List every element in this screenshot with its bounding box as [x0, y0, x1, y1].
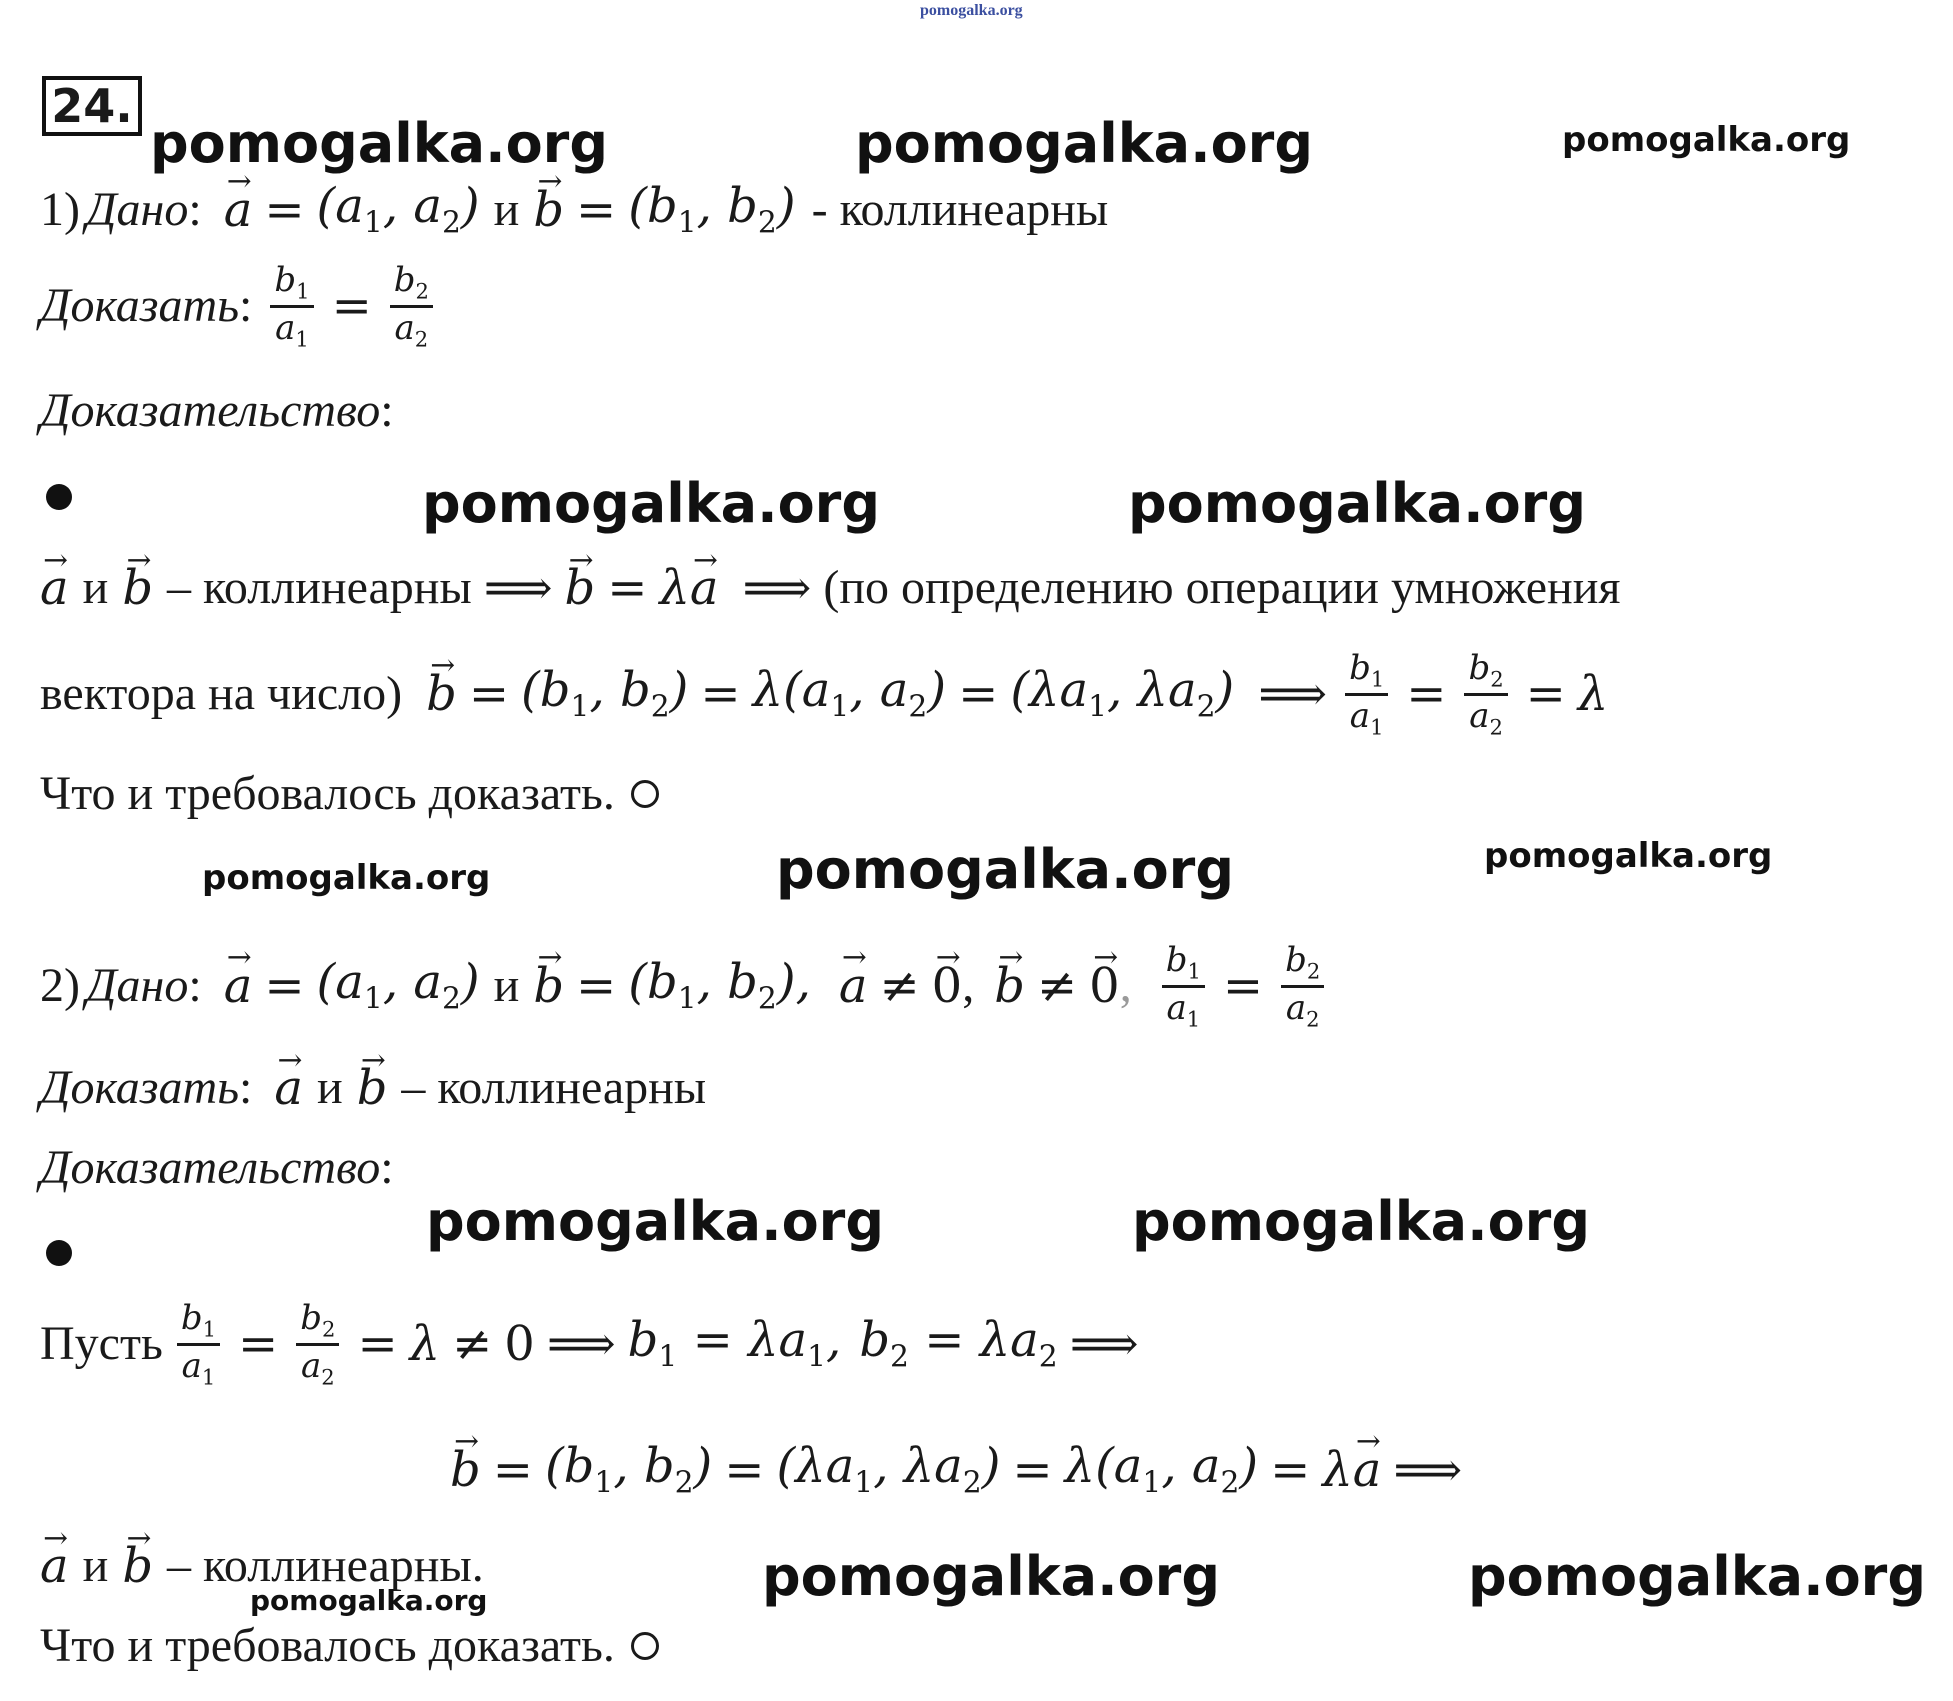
watermark: pomogalka.org	[422, 472, 880, 535]
equals-sign: =	[1525, 665, 1566, 722]
equals-sign: =	[1222, 957, 1264, 1014]
part2-prove-line	[40, 1062, 706, 1115]
conjunction: и	[82, 561, 109, 614]
prove-label: Доказать	[40, 278, 240, 332]
not-equal-sign: ≠	[452, 1315, 493, 1372]
equals-sign: =	[958, 665, 999, 722]
part2-given-line: 2) Дано : → a = ($a_1$, $a_2$) и → b = ($b_1$, $b_2$), → a ≠ → 0 , → b ≠ → 0 , $\frac{b_1}{a_1}$ = $\frac{b_2}{a_2}$	[40, 942, 1330, 1030]
watermark: pomogalka.org	[1562, 120, 1851, 160]
fraction-b2-a2: $\frac{b_2}{a_2}$	[1281, 942, 1324, 1030]
vector-a: → a	[40, 1540, 69, 1593]
equals-sign: =	[468, 665, 510, 722]
not-equal-sign: ≠	[1036, 957, 1078, 1014]
colon: :	[380, 1141, 394, 1194]
watermark: pomogalka.org	[1484, 836, 1773, 876]
vector-b-coords: ($b_1$, $b_2$)	[628, 178, 796, 241]
watermark: pomogalka.org	[776, 838, 1234, 901]
part1-proof-label	[40, 385, 394, 438]
collinear-text: – коллинеарны	[167, 561, 472, 614]
equals-sign: =	[264, 957, 305, 1014]
bullet	[46, 1240, 72, 1266]
colon: :	[239, 278, 253, 332]
part1-number: 1)	[40, 182, 80, 236]
implies-arrow: ⟹	[742, 560, 812, 616]
b1-equation: $b_1 = \lambda a_1$,	[627, 1311, 842, 1375]
part1-given-line	[40, 180, 1108, 240]
lambda-times-coords: $\lambda(a_1$, $a_2$)	[1064, 1438, 1259, 1501]
colon: :	[188, 182, 202, 236]
part2-number: 2)	[40, 958, 80, 1012]
equals-sign: =	[1406, 665, 1447, 722]
watermark: pomogalka.org	[150, 112, 608, 175]
not-equal-sign: ≠	[879, 957, 920, 1014]
scaled-coords: ($\lambda a_1$, $\lambda a_2$)	[1010, 661, 1235, 725]
implies-arrow: ⟹	[1393, 1441, 1463, 1498]
bullet	[46, 484, 72, 510]
problem-number: 24.	[42, 76, 142, 136]
vector-b-coords: ($b_1$, $b_2$)	[544, 1438, 713, 1501]
vector-a: → a	[224, 184, 253, 237]
part1-proof-line1	[40, 562, 1620, 615]
watermark: pomogalka.org	[1132, 1190, 1590, 1253]
definition-text: вектора на число)	[40, 666, 403, 720]
watermark: pomogalka.org	[426, 1190, 884, 1253]
proof-label: Доказательство	[40, 1141, 381, 1194]
equals-sign: =	[264, 181, 305, 238]
vector-a: → a	[1353, 1444, 1382, 1497]
vector-b-coords: ($b_1$, $b_2$)	[521, 661, 689, 725]
colon: :	[380, 384, 394, 437]
conjunction: и	[317, 1061, 343, 1114]
definition-text: (по определению операции умножения	[823, 561, 1621, 614]
vector-b: → b	[122, 562, 153, 615]
part2-proof-line2	[450, 1440, 1474, 1500]
vector-b: → b	[565, 562, 596, 615]
implies-arrow: ⟹	[546, 1315, 616, 1372]
watermark: pomogalka.org	[855, 112, 1313, 175]
fraction-b2-a2: $\frac{b_2}{a_2}$	[1464, 650, 1507, 738]
conjunction: и	[493, 958, 520, 1012]
conjunction: и	[82, 1539, 109, 1592]
vector-a: → a	[274, 1062, 303, 1115]
lambda: λ	[659, 560, 690, 616]
fraction-b1-a1: $\frac{b_1}{a_1}$	[270, 262, 313, 350]
equals-sign: =	[700, 665, 741, 722]
top-watermark: pomogalka.org	[920, 2, 1023, 19]
vector-a: → a	[839, 960, 868, 1013]
zero: 0	[504, 1315, 535, 1372]
vector-b: → b	[533, 960, 564, 1013]
end-of-proof-icon	[631, 1632, 659, 1660]
fraction-b1-a1: $\frac{b_1}{a_1}$	[1162, 942, 1205, 1030]
equals-sign: =	[1270, 1441, 1311, 1498]
vector-b-coords: ($b_1$, $b_2$),	[628, 953, 811, 1017]
equals-sign: =	[331, 277, 372, 334]
part1-conclusion	[40, 768, 659, 821]
collinear-text: – коллинеарны.	[167, 1539, 484, 1592]
proof-label: Доказательство	[40, 384, 381, 437]
implies-arrow: ⟹	[483, 560, 553, 616]
vector-a: → a	[40, 562, 69, 615]
zero-vector: → 0	[932, 960, 963, 1013]
vector-b: → b	[450, 1444, 481, 1497]
watermark: pomogalka.org	[250, 1584, 488, 1617]
let-word: Пусть	[40, 1316, 163, 1370]
part1-proof-line2	[40, 650, 1608, 738]
colon: :	[239, 1061, 253, 1114]
equals-sign: =	[576, 181, 617, 238]
equals-sign: =	[238, 1315, 279, 1372]
vector-b: → b	[994, 960, 1025, 1013]
vector-b: → b	[357, 1062, 388, 1115]
equals-sign: =	[357, 1315, 398, 1372]
fraction-b2-a2: $\frac{b_2}{a_2}$	[390, 262, 433, 350]
end-of-proof-icon	[631, 780, 659, 808]
collinear-text: - коллинеарны	[811, 182, 1109, 236]
implies-arrow: ⟹	[1258, 665, 1328, 722]
equals-sign: =	[607, 560, 648, 616]
equals-sign: =	[1012, 1441, 1053, 1498]
equals-sign: =	[492, 1441, 533, 1498]
equals-sign: =	[724, 1441, 765, 1498]
part2-conclusion	[40, 1620, 659, 1673]
collinear-text: – коллинеарны	[401, 1061, 707, 1114]
fraction-b1-a1: $\frac{b_1}{a_1}$	[1345, 650, 1388, 738]
vector-b: → b	[426, 668, 457, 721]
colon: :	[188, 958, 202, 1012]
part2-proof-label	[40, 1142, 394, 1195]
vector-a-coords: ($a_1$, $a_2$)	[316, 953, 480, 1017]
lambda-times-coords: $\lambda(a_1$, $a_2$)	[752, 661, 947, 725]
scaled-coords: ($\lambda a_1$, $\lambda a_2$)	[776, 1438, 1001, 1501]
b2-equation: $b_2 = \lambda a_2$	[859, 1311, 1058, 1375]
vector-b: → b	[122, 1540, 153, 1593]
conclusion-text: Что и требовалось доказать.	[40, 767, 615, 820]
given-label: Дано	[85, 182, 189, 236]
conjunction: и	[493, 182, 520, 236]
watermark: pomogalka.org	[1468, 1545, 1926, 1608]
vector-b: → b	[533, 184, 564, 237]
implies-arrow: ⟹	[1069, 1315, 1139, 1372]
conclusion-text: Что и требовалось доказать.	[40, 1619, 615, 1672]
lambda: λ	[409, 1315, 441, 1372]
watermark: pomogalka.org	[202, 858, 491, 898]
prove-label: Доказать	[40, 1061, 240, 1114]
vector-a-coords: ($a_1$, $a_2$)	[316, 178, 480, 241]
fraction-b1-a1: $\frac{b_1}{a_1}$	[177, 1300, 220, 1388]
given-label: Дано	[85, 958, 189, 1012]
lambda: λ	[1577, 665, 1609, 722]
part2-proof-line1	[40, 1300, 1151, 1388]
lambda: λ	[1322, 1441, 1353, 1498]
watermark: pomogalka.org	[1128, 472, 1586, 535]
vector-a: → a	[224, 960, 253, 1013]
vector-a: → a	[690, 562, 719, 615]
zero-vector: → 0	[1089, 960, 1120, 1013]
fraction-b2-a2: $\frac{b_2}{a_2}$	[296, 1300, 339, 1388]
watermark: pomogalka.org	[762, 1545, 1220, 1608]
equals-sign: =	[576, 957, 617, 1014]
part1-prove-line	[40, 262, 439, 350]
